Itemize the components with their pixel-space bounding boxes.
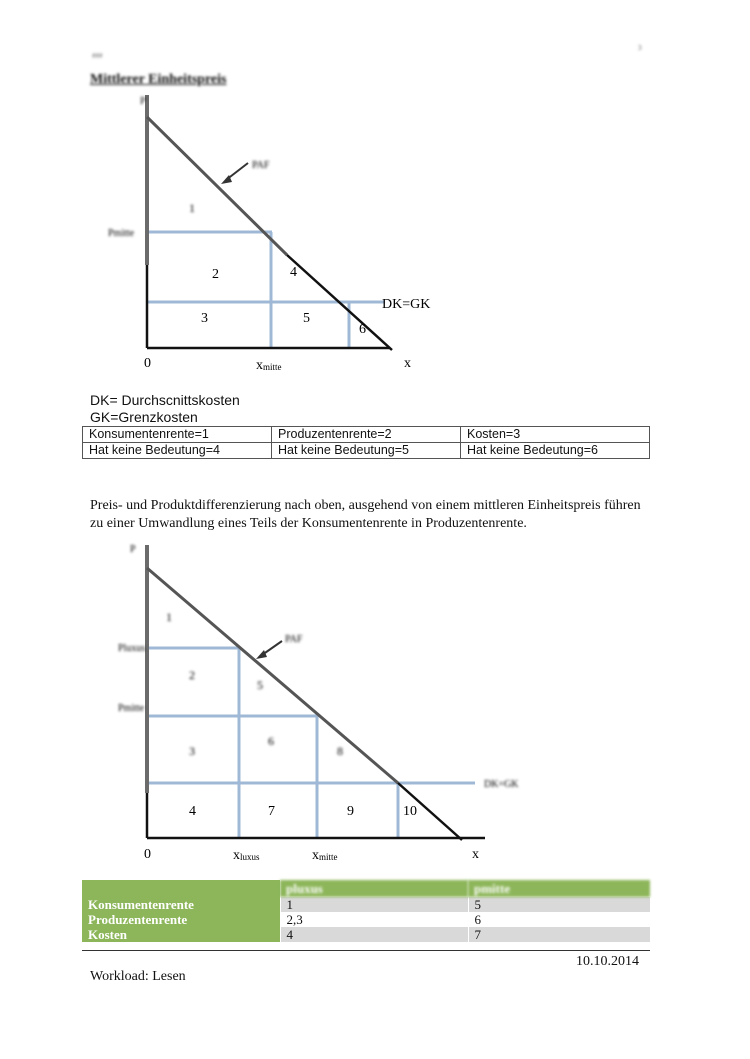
- table-header-row: [82, 880, 650, 897]
- table-cell: Hat keine Bedeutung=6: [461, 443, 650, 459]
- table-header-empty: [82, 880, 280, 897]
- table-cell: 4: [280, 927, 468, 942]
- table-row: [82, 897, 650, 912]
- p-axis-label: P: [140, 96, 146, 107]
- region-label: 7: [268, 804, 275, 819]
- table-row: [82, 912, 650, 927]
- column-header-pmitte: pmitte: [468, 880, 650, 897]
- region-label: 5: [303, 311, 310, 326]
- paf-line-upper: [147, 568, 398, 783]
- x-axis-label: x: [404, 356, 411, 371]
- table-cell: 6: [468, 912, 650, 927]
- definition-dk: DK= Durchscnittskosten: [90, 392, 240, 408]
- region-label: 2: [212, 267, 219, 282]
- region-label: 1: [189, 201, 195, 215]
- table-cell: Hat keine Bedeutung=4: [83, 443, 272, 459]
- paf-label: PAF: [252, 160, 270, 171]
- table-cell: Konsumentenrente=1: [83, 427, 272, 443]
- table-cell: 7: [468, 927, 650, 942]
- xmitte-label: xmitte: [312, 848, 338, 863]
- dkgk-label: DK=GK: [382, 297, 431, 312]
- pmitte-label: Pmitte: [108, 228, 135, 239]
- definition-gk: GK=Grenzkosten: [90, 409, 198, 425]
- origin-label: 0: [144, 356, 151, 371]
- xmitte-label: xmitte: [256, 358, 282, 373]
- section-heading: Mittlerer Einheitspreis: [90, 72, 227, 87]
- table-row: [82, 927, 650, 942]
- row-label: Produzentenrente: [82, 912, 280, 927]
- footer-workload: Workload: Lesen: [90, 969, 186, 984]
- table-cell: Kosten=3: [461, 427, 650, 443]
- x-axis-label: x: [472, 847, 479, 862]
- region-label: 4: [290, 265, 297, 280]
- paf-arrow-head: [256, 650, 267, 659]
- origin-label: 0: [144, 847, 151, 862]
- header-left-mark: ###: [92, 52, 103, 60]
- table-cell: Produzentenrente=2: [272, 427, 461, 443]
- row-label: Konsumentenrente: [82, 897, 280, 912]
- region-label: 6: [359, 322, 366, 337]
- row-label: Kosten: [82, 927, 280, 942]
- region-label: 3: [201, 311, 208, 326]
- table-cell: Hat keine Bedeutung=5: [272, 443, 461, 459]
- region-label: 4: [189, 804, 196, 819]
- table-cell: 2,3: [280, 912, 468, 927]
- region-label: 2: [189, 668, 195, 682]
- rent-comparison-table: [82, 880, 650, 942]
- paf-label: PAF: [285, 634, 303, 645]
- table-cell: 1: [280, 897, 468, 912]
- column-header-pluxus: pluxus: [280, 880, 468, 897]
- region-label: 9: [347, 804, 354, 819]
- region-label: 8: [337, 744, 343, 758]
- pmitte-label: Pmitte: [118, 703, 145, 714]
- xluxus-label: xluxus: [233, 848, 260, 863]
- pluxus-label: Pluxus: [118, 643, 146, 654]
- region-label: 3: [189, 744, 195, 758]
- region-label: 5: [257, 678, 263, 692]
- header-page-mark: 3: [638, 44, 642, 52]
- region-label: 10: [403, 804, 417, 819]
- table-cell: 5: [468, 897, 650, 912]
- footer-rule: [82, 950, 650, 951]
- p-axis-label: P: [130, 544, 136, 555]
- explanation-paragraph: Preis- und Produktdifferenzierung nach oben, ausgehend von einem mittleren Einheitspreis führen zu einer Umwandlung eines Teils der Konsumentenrente in Produzentenrente.: [90, 498, 641, 531]
- footer-date: 10.10.2014: [576, 954, 639, 969]
- region-label: 1: [166, 610, 172, 624]
- region-label: 6: [268, 734, 274, 748]
- dkgk-label: DK=GK: [484, 779, 519, 790]
